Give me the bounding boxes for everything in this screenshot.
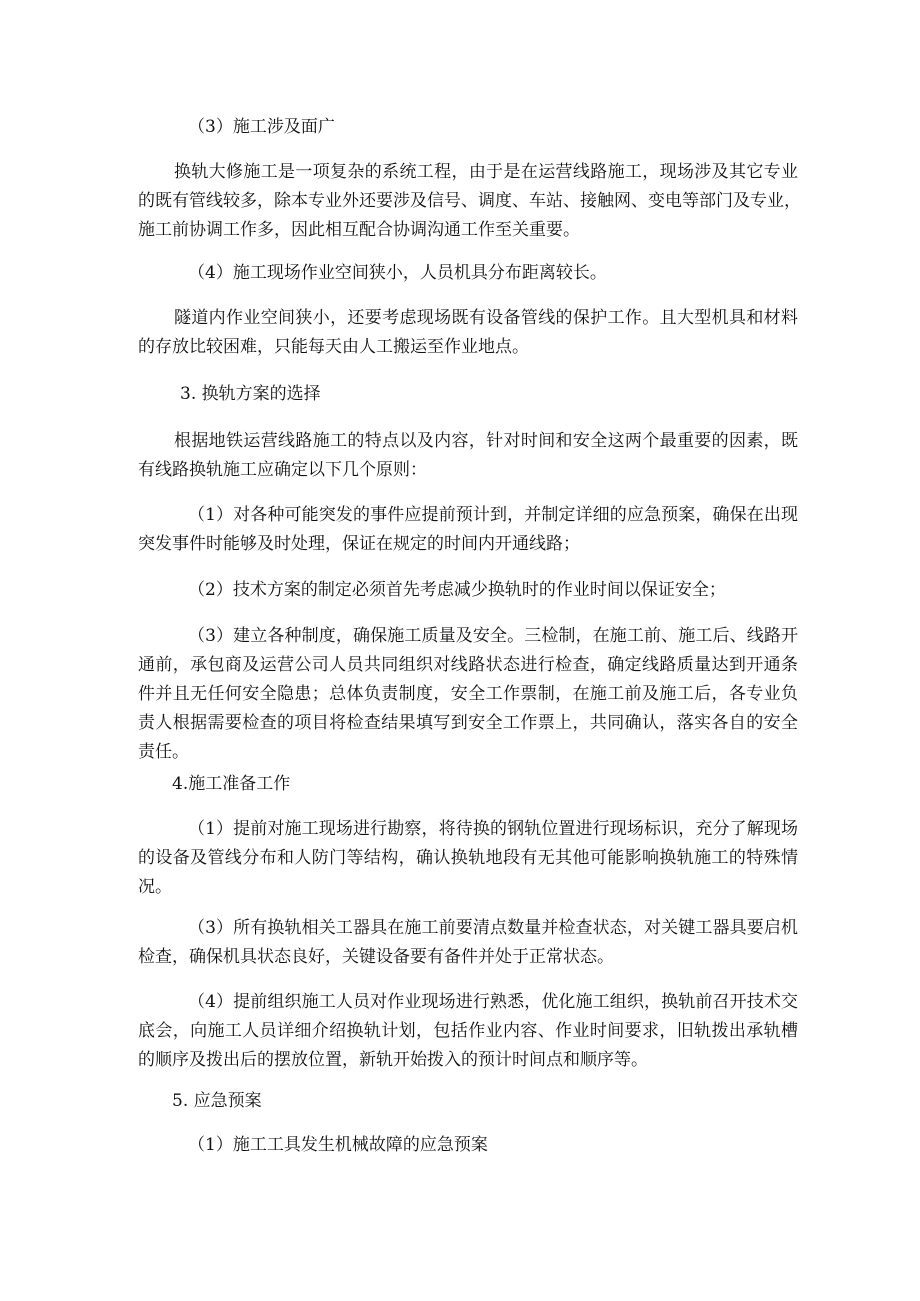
text-line: 的既有管线较多，除本专业外还要涉及信号、调度、车站、接触网、变电等部门及专业， [138, 191, 801, 211]
text-line: （3）建立各种制度，确保施工质量及安全。三检制，在施工前、施工后、线路开 [188, 626, 798, 646]
paragraph-construction-scope [138, 158, 801, 245]
text-line: 有线路换轨施工应确定以下几个原则： [138, 460, 427, 480]
text-line: 检查，确保机具状态良好，关键设备要有备件并处于正常状态。 [138, 947, 614, 967]
preparation-item-4 [138, 988, 798, 1075]
text-line: （4）提前组织施工人员对作业现场进行熟悉，优化施工组织，换轨前召开技术交 [188, 992, 798, 1012]
preparation-item-1 [138, 815, 798, 902]
principle-item-1 [138, 501, 798, 559]
paragraph-narrow-workspace [138, 304, 798, 362]
section-title-construction-preparation: 4.施工准备工作 [172, 774, 291, 794]
text-line: （3）所有换轨相关工器具在施工前要清点数量并检查状态，对关键工器具要启机 [188, 918, 798, 938]
text-line: 施工前协调工作多，因此相互配合协调沟通工作至关重要。 [138, 220, 580, 240]
text-line: （1）提前对施工现场进行勘察，将待换的钢轨位置进行现场标识，充分了解现场 [188, 819, 798, 839]
emergency-item-1: （1）施工工具发生机械故障的应急预案 [188, 1135, 488, 1155]
text-line: 根据地铁运营线路施工的特点以及内容，针对时间和安全这两个最重要的因素，既 [174, 431, 798, 451]
text-line: 突发事件时能够及时处理，保证在规定的时间内开通线路； [138, 534, 580, 554]
section-title-rail-replacement-plan: 3. 换轨方案的选择 [180, 384, 321, 404]
text-line: 通前，承包商及运营公司人员共同组织对线路状态进行检查，确定线路质量达到开通条 [138, 655, 798, 675]
text-line: 换轨大修施工是一项复杂的系统工程，由于是在运营线路施工，现场涉及其它专业 [174, 162, 798, 182]
text-line: 的设备及管线分布和人防门等结构，确认换轨地段有无其他可能影响换轨施工的特殊情 [138, 848, 798, 868]
text-line: （1）对各种可能突发的事件应提前预计到，并制定详细的应急预案，确保在出现 [188, 505, 798, 525]
paragraph-principles-intro [138, 427, 798, 485]
text-line: 况。 [138, 877, 172, 897]
text-line: 的顺序及拨出后的摆放位置，新轨开始拨入的预计时间点和顺序等。 [138, 1050, 648, 1070]
principle-item-3 [138, 622, 798, 767]
section-title-emergency-plan: 5. 应急预案 [172, 1091, 262, 1111]
subheading-construction-scope: （3）施工涉及面广 [188, 117, 335, 137]
text-line: 责任。 [138, 742, 189, 762]
preparation-item-3 [138, 914, 798, 972]
text-line: 件并且无任何安全隐患；总体负责制度，安全工作票制，在施工前及施工后，各专业负 [138, 684, 798, 704]
subheading-narrow-workspace: （4）施工现场作业空间狭小，人员机具分布距离较长。 [188, 263, 607, 283]
text-line: 责人根据需要检查的项目将检查结果填写到安全工作票上，共同确认，落实各自的安全 [138, 713, 798, 733]
principle-item-2: （2）技术方案的制定必须首先考虑减少换轨时的作业时间以保证安全； [188, 580, 726, 600]
text-line: 的存放比较困难，只能每天由人工搬运至作业地点。 [138, 337, 529, 357]
text-line: 隧道内作业空间狭小，还要考虑现场既有设备管线的保护工作。且大型机具和材料 [174, 308, 798, 328]
text-line: 底会，向施工人员详细介绍换轨计划，包括作业内容、作业时间要求，旧轨拨出承轨槽 [138, 1021, 798, 1041]
